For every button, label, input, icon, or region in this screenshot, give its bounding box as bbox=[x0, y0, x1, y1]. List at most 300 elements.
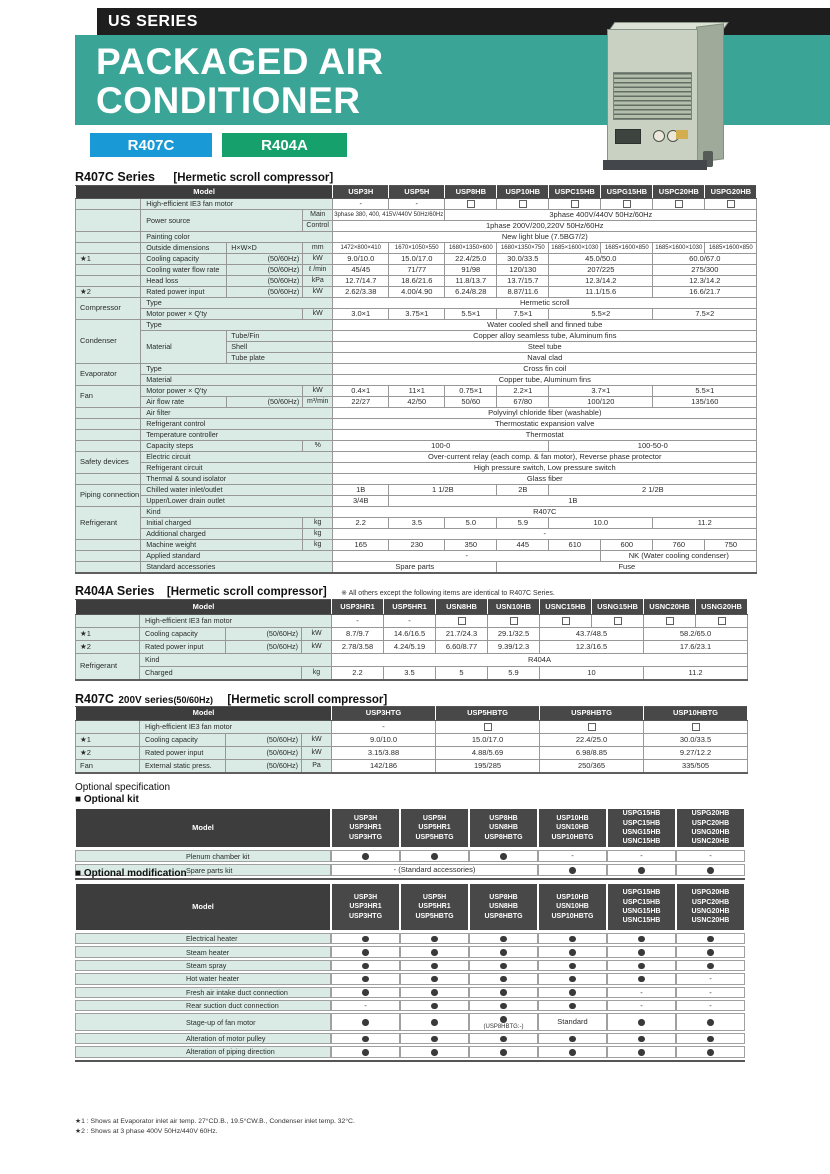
dot-icon bbox=[500, 853, 507, 860]
dot-icon bbox=[362, 963, 369, 970]
data-cell bbox=[331, 946, 400, 957]
data-cell bbox=[469, 1046, 538, 1057]
footnote-1: ★1 : Shows at Evaporator inlet air temp. 27°CD.B., 19.5°CW.B., Condenser inlet temp. 32°C. bbox=[75, 1118, 355, 1125]
data-cell: 250/365 bbox=[540, 760, 644, 773]
data-cell bbox=[540, 615, 592, 628]
model-header-cell: USP8HB USN8HB USP8HBTG bbox=[469, 883, 538, 931]
data-cell: (USP8HBTG:-) bbox=[469, 1013, 538, 1031]
model-header-cell: USPG15HB USPC15HB USNG15HB USNC15HB bbox=[607, 883, 676, 931]
row-label-cell: High-efficient IE3 fan motor bbox=[140, 721, 332, 734]
model-header-cell: USP10HB bbox=[497, 186, 549, 199]
row-label-cell: Rated power input bbox=[140, 641, 226, 654]
data-cell bbox=[436, 721, 540, 734]
data-cell: 12.3/14.2 bbox=[549, 276, 653, 287]
data-cell: 15.0/17.0 bbox=[436, 734, 540, 747]
data-cell: - bbox=[538, 850, 607, 862]
dot-icon bbox=[638, 867, 645, 874]
row-label-cell: Electrical heater bbox=[75, 933, 331, 944]
row-label-cell: Upper/Lower drain outlet bbox=[141, 496, 333, 507]
model-header-cell: USPG20HB USPC20HB USNG20HB USNC20HB bbox=[676, 883, 745, 931]
data-cell: 3.0×1 bbox=[333, 309, 389, 320]
data-cell: 10 bbox=[540, 667, 644, 680]
row-label-cell: Capacity steps bbox=[141, 441, 303, 452]
model-header-cell: USPG20HB USPC20HB USNG20HB USNC20HB bbox=[676, 808, 745, 848]
data-cell: Thermostat bbox=[333, 430, 757, 441]
row-label-cell: Rear suction duct connection bbox=[75, 1000, 331, 1011]
data-cell: 2.2 bbox=[332, 667, 384, 680]
data-cell: 7.5×1 bbox=[497, 309, 549, 320]
row-label-cell: Alteration of motor pulley bbox=[75, 1033, 331, 1044]
row-label-cell: Plenum chamber kit bbox=[75, 850, 331, 862]
data-cell bbox=[653, 199, 705, 210]
model-header-cell: USN10HB bbox=[488, 600, 540, 615]
data-cell: 30.0/33.5 bbox=[497, 254, 549, 265]
row-label-cell: Motor power × Q'ty bbox=[141, 309, 303, 320]
data-cell bbox=[400, 1013, 469, 1031]
r407c-spec-table bbox=[75, 185, 757, 574]
unit-cell: Main bbox=[303, 210, 333, 221]
dot-icon bbox=[638, 963, 645, 970]
dot-icon bbox=[500, 936, 507, 943]
data-cell: 5.5×2 bbox=[549, 309, 653, 320]
data-cell: 195/285 bbox=[436, 760, 540, 773]
group-label-cell bbox=[76, 419, 141, 430]
data-cell bbox=[607, 933, 676, 944]
data-cell: R404A bbox=[332, 654, 748, 667]
data-cell: 0.75×1 bbox=[445, 386, 497, 397]
data-cell: 18.6/21.6 bbox=[389, 276, 445, 287]
data-cell: Thermostatic expansion valve bbox=[333, 419, 757, 430]
model-header-cell: USNG20HB bbox=[696, 600, 748, 615]
data-cell: Naval clad bbox=[333, 353, 757, 364]
group-label-cell: Fan bbox=[76, 386, 141, 408]
data-cell: 50/60 bbox=[445, 397, 497, 408]
group-label-cell bbox=[76, 540, 141, 551]
row-label-cell: Spare parts kit bbox=[75, 864, 331, 876]
data-cell bbox=[331, 933, 400, 944]
data-cell bbox=[331, 1013, 400, 1031]
data-cell: 2.62/3.38 bbox=[333, 287, 389, 298]
data-cell bbox=[644, 721, 748, 734]
data-cell: 8.7/9.7 bbox=[332, 628, 384, 641]
data-cell: 9.0/10.0 bbox=[333, 254, 389, 265]
row-label-cell: Steam spray bbox=[75, 960, 331, 971]
data-cell: 15.0/17.0 bbox=[389, 254, 445, 265]
data-cell: 1B bbox=[389, 496, 757, 507]
row-label-cell: Fresh air intake duct connection bbox=[75, 987, 331, 998]
data-cell bbox=[331, 960, 400, 971]
unit-control-panel bbox=[613, 126, 692, 146]
model-header-cell: USP5H bbox=[389, 186, 445, 199]
data-cell: Over-current relay (each comp. & fan motor), Reverse phase protector bbox=[333, 452, 757, 463]
data-cell: 29.1/32.5 bbox=[488, 628, 540, 641]
data-cell: Hermetic scroll bbox=[333, 298, 757, 309]
data-cell: 4.24/5.19 bbox=[384, 641, 436, 654]
r407c-200v-hz-label: (50/60Hz) bbox=[173, 695, 213, 705]
table-header-cell: Model bbox=[75, 808, 331, 848]
data-cell: - bbox=[333, 199, 389, 210]
data-cell: 11.2 bbox=[644, 667, 748, 680]
data-cell: 5 bbox=[436, 667, 488, 680]
sub-label-cell: H×W×D bbox=[227, 243, 303, 254]
data-cell bbox=[400, 946, 469, 957]
unit-cell: Control bbox=[303, 221, 333, 232]
data-cell: NK (Water cooling condenser) bbox=[601, 551, 757, 562]
data-cell: Copper alloy seamless tube, Aluminum fins bbox=[333, 331, 757, 342]
page-title-line2: CONDITIONER bbox=[96, 80, 361, 121]
dot-icon bbox=[500, 963, 507, 970]
group-label-cell: Refrigerant bbox=[76, 507, 141, 540]
data-cell bbox=[676, 1013, 745, 1031]
data-cell bbox=[538, 946, 607, 957]
checkbox-icon bbox=[718, 617, 726, 625]
data-cell bbox=[445, 199, 497, 210]
data-cell: 142/186 bbox=[332, 760, 436, 773]
model-header-cell: USNC20HB bbox=[644, 600, 696, 615]
data-cell bbox=[469, 973, 538, 984]
dot-icon bbox=[431, 976, 438, 983]
data-cell: - bbox=[676, 987, 745, 998]
unit-cell: kW bbox=[302, 628, 332, 641]
unit-cell: kW bbox=[303, 254, 333, 265]
dot-icon bbox=[569, 936, 576, 943]
data-cell: 4.88/5.69 bbox=[436, 747, 540, 760]
data-cell bbox=[607, 864, 676, 876]
row-label-cell: Type bbox=[141, 320, 333, 331]
dot-icon bbox=[638, 1019, 645, 1026]
group-label-cell: Fan bbox=[76, 760, 140, 773]
sub-label-cell: (50/60Hz) bbox=[227, 276, 303, 287]
data-cell: 7.5×2 bbox=[653, 309, 757, 320]
dot-icon bbox=[362, 949, 369, 956]
page-title-line1: PACKAGED AIR bbox=[96, 41, 384, 82]
model-header-cell: USP10HB USN10HB USP10HBTG bbox=[538, 883, 607, 931]
group-label-cell bbox=[76, 232, 141, 243]
row-label-cell: Stage-up of fan motor bbox=[75, 1013, 331, 1031]
row-label-cell: Temperature controller bbox=[141, 430, 333, 441]
dot-icon bbox=[500, 1049, 507, 1056]
sub-label-cell: (50/60Hz) bbox=[226, 628, 302, 641]
group-label-cell: ★1 bbox=[76, 254, 141, 265]
data-cell: 14.6/16.5 bbox=[384, 628, 436, 641]
optional-mod-heading: ■ Optional modification bbox=[75, 868, 187, 879]
group-label-cell: Compressor bbox=[76, 298, 141, 320]
data-cell bbox=[400, 1000, 469, 1011]
model-header-cell: USNC15HB bbox=[540, 600, 592, 615]
group-label-cell: ★2 bbox=[76, 641, 140, 654]
dot-icon bbox=[431, 1036, 438, 1043]
data-cell: Glass fiber bbox=[333, 474, 757, 485]
data-cell: Polyvinyl chloride fiber (washable) bbox=[333, 408, 757, 419]
data-cell bbox=[676, 933, 745, 944]
data-cell: 58.2/65.0 bbox=[644, 628, 748, 641]
badge-r407c: R407C bbox=[90, 133, 212, 157]
row-label-cell: Hot water heater bbox=[75, 973, 331, 984]
data-cell bbox=[469, 960, 538, 971]
r404a-section-title bbox=[75, 582, 555, 600]
data-cell bbox=[469, 987, 538, 998]
optional-spec-heading: Optional specification bbox=[75, 782, 171, 793]
unit-cell: ℓ /min bbox=[303, 265, 333, 276]
data-cell: 3/4B bbox=[333, 496, 389, 507]
model-header-cell: USP3H USP3HR1 USP3HTG bbox=[331, 883, 400, 931]
checkbox-icon bbox=[588, 723, 596, 731]
series-label: US SERIES bbox=[108, 12, 198, 30]
data-cell: - bbox=[331, 1000, 400, 1011]
data-cell bbox=[469, 850, 538, 862]
unit-cell: % bbox=[303, 441, 333, 452]
data-cell: - bbox=[676, 1000, 745, 1011]
data-cell: 13.7/15.7 bbox=[497, 276, 549, 287]
data-cell: 12.3/16.5 bbox=[540, 641, 644, 654]
data-cell: 12.3/14.2 bbox=[653, 276, 757, 287]
dot-icon bbox=[569, 949, 576, 956]
sub-label-cell: (50/60Hz) bbox=[226, 760, 302, 773]
model-header-cell: USN8HB bbox=[436, 600, 488, 615]
data-cell: 1680×1350×750 bbox=[497, 243, 549, 254]
model-header-cell: USP8HB bbox=[445, 186, 497, 199]
sub-label-cell: (50/60Hz) bbox=[226, 641, 302, 654]
data-cell: 2B bbox=[497, 485, 549, 496]
data-cell: 3.15/3.88 bbox=[332, 747, 436, 760]
sub-label-cell: (50/60Hz) bbox=[227, 397, 303, 408]
row-label-cell: Outside dimensions bbox=[141, 243, 227, 254]
model-header-cell: USP10HBTG bbox=[644, 707, 748, 721]
row-label-cell: Refrigerant circuit bbox=[141, 463, 333, 474]
row-label-cell: Cooling capacity bbox=[140, 734, 226, 747]
group-label-cell bbox=[76, 474, 141, 485]
data-cell: 11×1 bbox=[389, 386, 445, 397]
unit-cell: kW bbox=[303, 386, 333, 397]
row-label-cell: External static press. bbox=[140, 760, 226, 773]
row-label-cell: Charged bbox=[140, 667, 302, 680]
data-cell: 6.24/8.28 bbox=[445, 287, 497, 298]
data-cell: Spare parts bbox=[333, 562, 497, 573]
dot-icon bbox=[500, 949, 507, 956]
group-label-cell: Evaporator bbox=[76, 364, 141, 386]
group-label-cell bbox=[76, 721, 140, 734]
data-cell: 1phase 200V/200,220V 50Hz/60Hz bbox=[333, 221, 757, 232]
r407c-200v-label: R407C bbox=[75, 692, 114, 706]
data-cell bbox=[400, 1033, 469, 1044]
data-cell bbox=[676, 946, 745, 957]
group-label-cell: Condenser bbox=[76, 320, 141, 364]
group-label-cell bbox=[76, 430, 141, 441]
data-cell: 22.4/25.0 bbox=[445, 254, 497, 265]
data-cell: 3.5 bbox=[384, 667, 436, 680]
dot-icon bbox=[707, 949, 714, 956]
dot-icon bbox=[638, 936, 645, 943]
data-cell: 120/130 bbox=[497, 265, 549, 276]
row-label-cell: Thermal & sound isolator bbox=[141, 474, 333, 485]
data-cell: 22/27 bbox=[333, 397, 389, 408]
group-label-cell: Safety devices bbox=[76, 452, 141, 474]
data-cell: 1472×800×410 bbox=[333, 243, 389, 254]
row-label-cell: Power source bbox=[141, 210, 303, 232]
row-label-cell: Chilled water inlet/outlet bbox=[141, 485, 333, 496]
data-cell bbox=[676, 960, 745, 971]
data-cell: 21.7/24.3 bbox=[436, 628, 488, 641]
dot-icon bbox=[431, 949, 438, 956]
data-cell: Steel tube bbox=[333, 342, 757, 353]
dot-icon bbox=[431, 963, 438, 970]
data-cell bbox=[331, 1033, 400, 1044]
dot-icon bbox=[569, 867, 576, 874]
row-label-cell: Motor power × Q'ty bbox=[141, 386, 303, 397]
data-cell bbox=[400, 960, 469, 971]
data-cell: 2.2×1 bbox=[497, 386, 549, 397]
dot-icon bbox=[569, 1036, 576, 1043]
data-cell: 445 bbox=[497, 540, 549, 551]
data-cell: 230 bbox=[389, 540, 445, 551]
r407c-section-title bbox=[75, 168, 333, 186]
row-label-cell: Material bbox=[141, 375, 333, 386]
data-cell: 1685×1600×1030 bbox=[549, 243, 601, 254]
unit-cell: kW bbox=[303, 287, 333, 298]
r407c-series-label: R407C Series bbox=[75, 170, 155, 184]
row-label-cell: Material bbox=[141, 331, 227, 364]
dot-icon bbox=[362, 1049, 369, 1056]
data-cell bbox=[549, 199, 601, 210]
row-label-cell: Applied standard bbox=[141, 551, 333, 562]
unit-cell: m³/min bbox=[303, 397, 333, 408]
data-cell: 1685×1600×850 bbox=[705, 243, 757, 254]
sub-label-cell: (50/60Hz) bbox=[227, 287, 303, 298]
r407c-200v-spec-table bbox=[75, 706, 748, 774]
unit-cell: kW bbox=[302, 734, 332, 747]
checkbox-icon bbox=[666, 617, 674, 625]
data-cell: 9.27/12.2 bbox=[644, 747, 748, 760]
data-cell bbox=[331, 850, 400, 862]
unit-cell: kW bbox=[303, 309, 333, 320]
data-cell bbox=[538, 933, 607, 944]
dot-icon bbox=[500, 1036, 507, 1043]
data-cell: 12.7/14.7 bbox=[333, 276, 389, 287]
row-label-cell: Cooling capacity bbox=[141, 254, 227, 265]
model-header-cell: USP3HTG bbox=[332, 707, 436, 721]
data-cell: - (Standard accessories) bbox=[331, 864, 538, 876]
data-cell: - bbox=[607, 850, 676, 862]
data-cell: 9.39/12.3 bbox=[488, 641, 540, 654]
dot-icon bbox=[707, 1036, 714, 1043]
data-cell: - bbox=[384, 615, 436, 628]
data-cell: 3.7×1 bbox=[549, 386, 653, 397]
row-label-cell: Type bbox=[141, 298, 333, 309]
dot-icon bbox=[431, 853, 438, 860]
table-header-cell: Model bbox=[75, 883, 331, 931]
unit-cell: kPa bbox=[303, 276, 333, 287]
data-cell: 4.00/4.90 bbox=[389, 287, 445, 298]
data-cell bbox=[400, 933, 469, 944]
data-cell bbox=[538, 987, 607, 998]
model-header-cell: USP3HR1 bbox=[332, 600, 384, 615]
dot-icon bbox=[638, 1049, 645, 1056]
r404a-compressor-label: [Hermetic scroll compressor] bbox=[166, 586, 327, 598]
data-cell: 5.0 bbox=[445, 518, 497, 529]
data-cell: 5.5×1 bbox=[445, 309, 497, 320]
r407c-200v-sub-label: 200V series bbox=[118, 695, 174, 706]
data-cell: 45/45 bbox=[333, 265, 389, 276]
data-cell: R407C bbox=[333, 507, 757, 518]
model-header-cell: USPG15HB USPC15HB USNG15HB USNC15HB bbox=[607, 808, 676, 848]
data-cell: 600 bbox=[601, 540, 653, 551]
data-cell: 5.5×1 bbox=[653, 386, 757, 397]
model-header-cell: USP5H USP5HR1 USP5HBTG bbox=[400, 808, 469, 848]
row-label-cell: Steam heater bbox=[75, 946, 331, 957]
data-cell: 67/80 bbox=[497, 397, 549, 408]
data-cell: 100-0 bbox=[333, 441, 549, 452]
dot-icon bbox=[431, 1019, 438, 1026]
dot-icon bbox=[707, 867, 714, 874]
unit-cell: kg bbox=[303, 540, 333, 551]
data-cell: 11.1/15.6 bbox=[549, 287, 653, 298]
data-cell bbox=[400, 973, 469, 984]
data-cell bbox=[592, 615, 644, 628]
r404a-series-label: R404A Series bbox=[75, 584, 155, 598]
data-cell bbox=[469, 1000, 538, 1011]
group-label-cell bbox=[76, 243, 141, 254]
data-cell: 610 bbox=[549, 540, 601, 551]
unit-grille bbox=[613, 72, 692, 120]
unit-cell: kg bbox=[303, 518, 333, 529]
dot-icon bbox=[431, 1049, 438, 1056]
data-cell bbox=[607, 1046, 676, 1057]
data-cell: Copper tube, Aluminum fins bbox=[333, 375, 757, 386]
group-label-cell bbox=[76, 265, 141, 276]
data-cell bbox=[400, 1046, 469, 1057]
data-cell: 100-50-0 bbox=[549, 441, 757, 452]
data-cell: 11.8/13.7 bbox=[445, 276, 497, 287]
data-cell: 30.0/33.5 bbox=[644, 734, 748, 747]
data-cell: 1685×1600×850 bbox=[601, 243, 653, 254]
dot-icon bbox=[362, 853, 369, 860]
table-header-cell: Model bbox=[76, 707, 332, 721]
row-label-cell: Head loss bbox=[141, 276, 227, 287]
sub-label-cell: (50/60Hz) bbox=[226, 734, 302, 747]
data-cell: 1680×1350×600 bbox=[445, 243, 497, 254]
data-cell: - bbox=[389, 199, 445, 210]
data-cell: New light blue (7.5BG7/2) bbox=[333, 232, 757, 243]
row-label-cell: Air filter bbox=[141, 408, 333, 419]
row-label-cell: Kind bbox=[141, 507, 333, 518]
data-cell: 760 bbox=[653, 540, 705, 551]
data-cell: 2.2 bbox=[333, 518, 389, 529]
data-cell bbox=[469, 946, 538, 957]
data-cell: 207/225 bbox=[549, 265, 653, 276]
row-label-cell: Initial charged bbox=[141, 518, 303, 529]
unit-front-panel bbox=[607, 29, 698, 163]
r407c-compressor-label: [Hermetic scroll compressor] bbox=[173, 172, 334, 184]
group-label-cell: ★1 bbox=[76, 734, 140, 747]
checkbox-icon bbox=[510, 617, 518, 625]
group-label-cell bbox=[76, 210, 141, 232]
dot-icon bbox=[362, 1019, 369, 1026]
data-cell: - bbox=[332, 721, 436, 734]
row-label-cell: Kind bbox=[140, 654, 332, 667]
data-cell bbox=[705, 199, 757, 210]
data-cell: 2.78/3.58 bbox=[332, 641, 384, 654]
data-cell: 1670×1050×550 bbox=[389, 243, 445, 254]
model-header-cell: USPC20HB bbox=[653, 186, 705, 199]
data-cell bbox=[540, 721, 644, 734]
data-cell: Fuse bbox=[497, 562, 757, 573]
data-cell bbox=[469, 933, 538, 944]
data-cell: 45.0/50.0 bbox=[549, 254, 653, 265]
footnote-2: ★2 : Shows at 3 phase 400V 50Hz/440V 60Hz. bbox=[75, 1128, 218, 1136]
data-cell: - bbox=[332, 615, 384, 628]
data-cell: 91/98 bbox=[445, 265, 497, 276]
row-label-cell: Cooling capacity bbox=[140, 628, 226, 641]
